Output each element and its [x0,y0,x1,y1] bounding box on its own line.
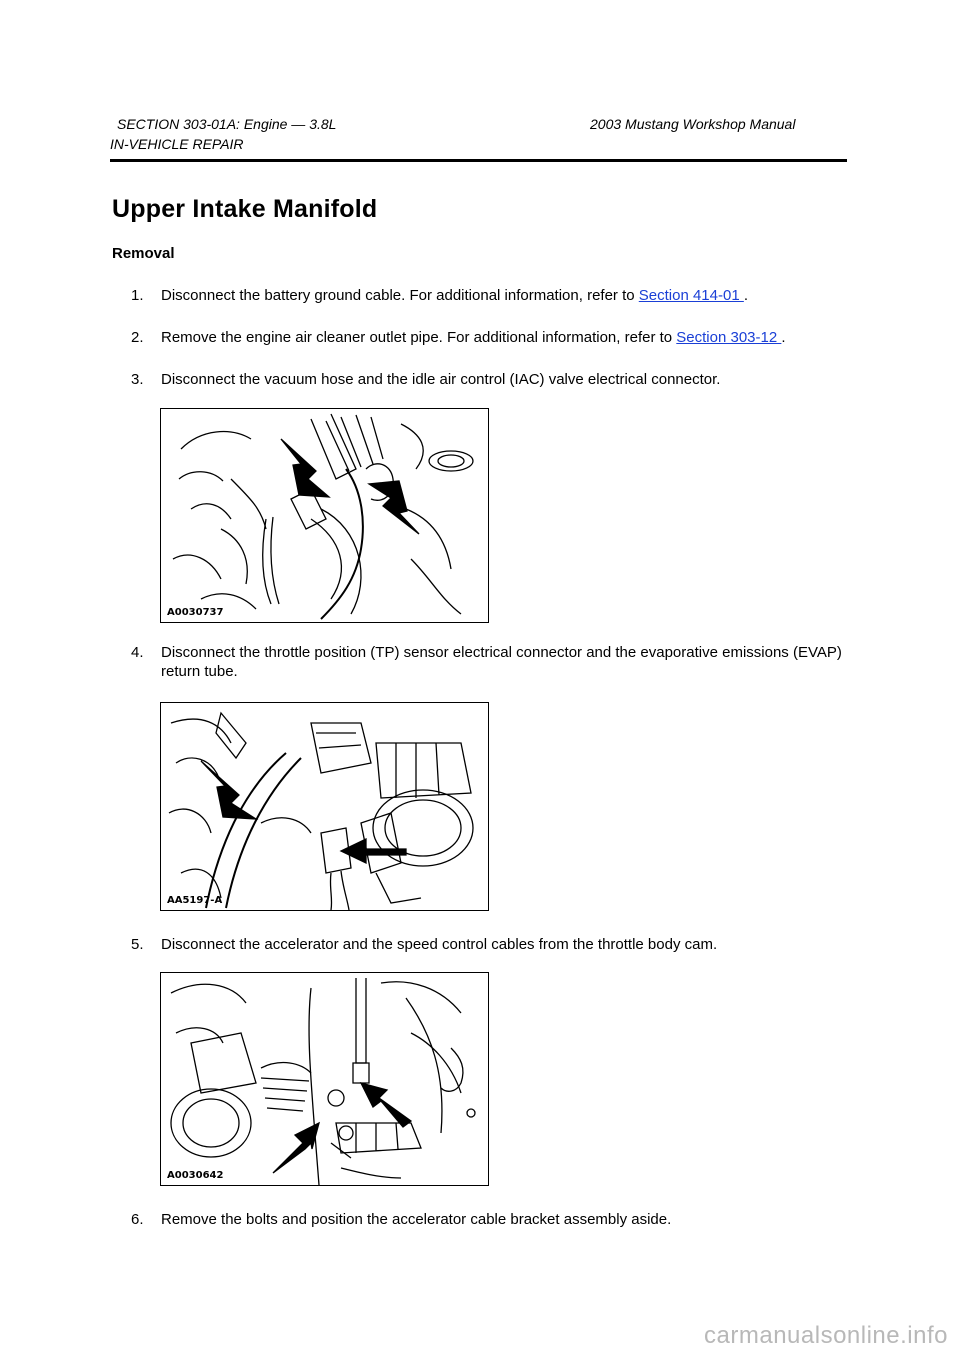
step-text-end: . [781,329,786,346]
figure-iac-connector [160,408,489,623]
figure-code: A0030737 [167,607,224,618]
removal-heading: Removal [112,245,175,262]
section-303-12-link[interactable]: Section 303-12 [676,329,782,346]
step-number: 2. [131,329,144,346]
page-title: Upper Intake Manifold [112,195,378,223]
figure-tp-sensor [160,702,489,911]
figure-throttle-cables [160,972,489,1186]
step-number: 5. [131,936,144,953]
header-manual-title: 2003 Mustang Workshop Manual [590,116,796,132]
figure-code: A0030642 [167,1170,224,1181]
step-text: Disconnect the battery ground cable. For additional information, refer to [161,287,639,304]
step-number: 6. [131,1211,144,1228]
step-number: 1. [131,287,144,304]
step-text: Disconnect the vacuum hose and the idle air control (IAC) valve electrical connector. [161,371,721,388]
figure-code: AA5197-A [167,895,223,906]
step-text: Remove the bolts and position the accelerator cable bracket assembly aside. [161,1211,672,1228]
step-text-end: . [743,287,749,304]
header-subsection: IN-VEHICLE REPAIR [110,136,244,152]
step-text: Remove the engine air cleaner outlet pipe. For additional information, refer to [161,329,677,346]
step-text: Disconnect the accelerator and the speed control cables from the throttle body cam. [161,936,718,953]
section-414-01-link[interactable]: Section 414-01 [638,287,744,304]
header-section: SECTION 303-01A: Engine — 3.8L [117,116,337,132]
step-number: 4. [131,644,144,661]
step-text: Disconnect the throttle position (TP) sensor electrical connector and the evaporative emissions (EVAP) return tube. [161,644,842,680]
watermark: carmanualsonline.info [704,1322,948,1349]
header-divider [110,159,847,162]
step-number: 3. [131,371,144,388]
